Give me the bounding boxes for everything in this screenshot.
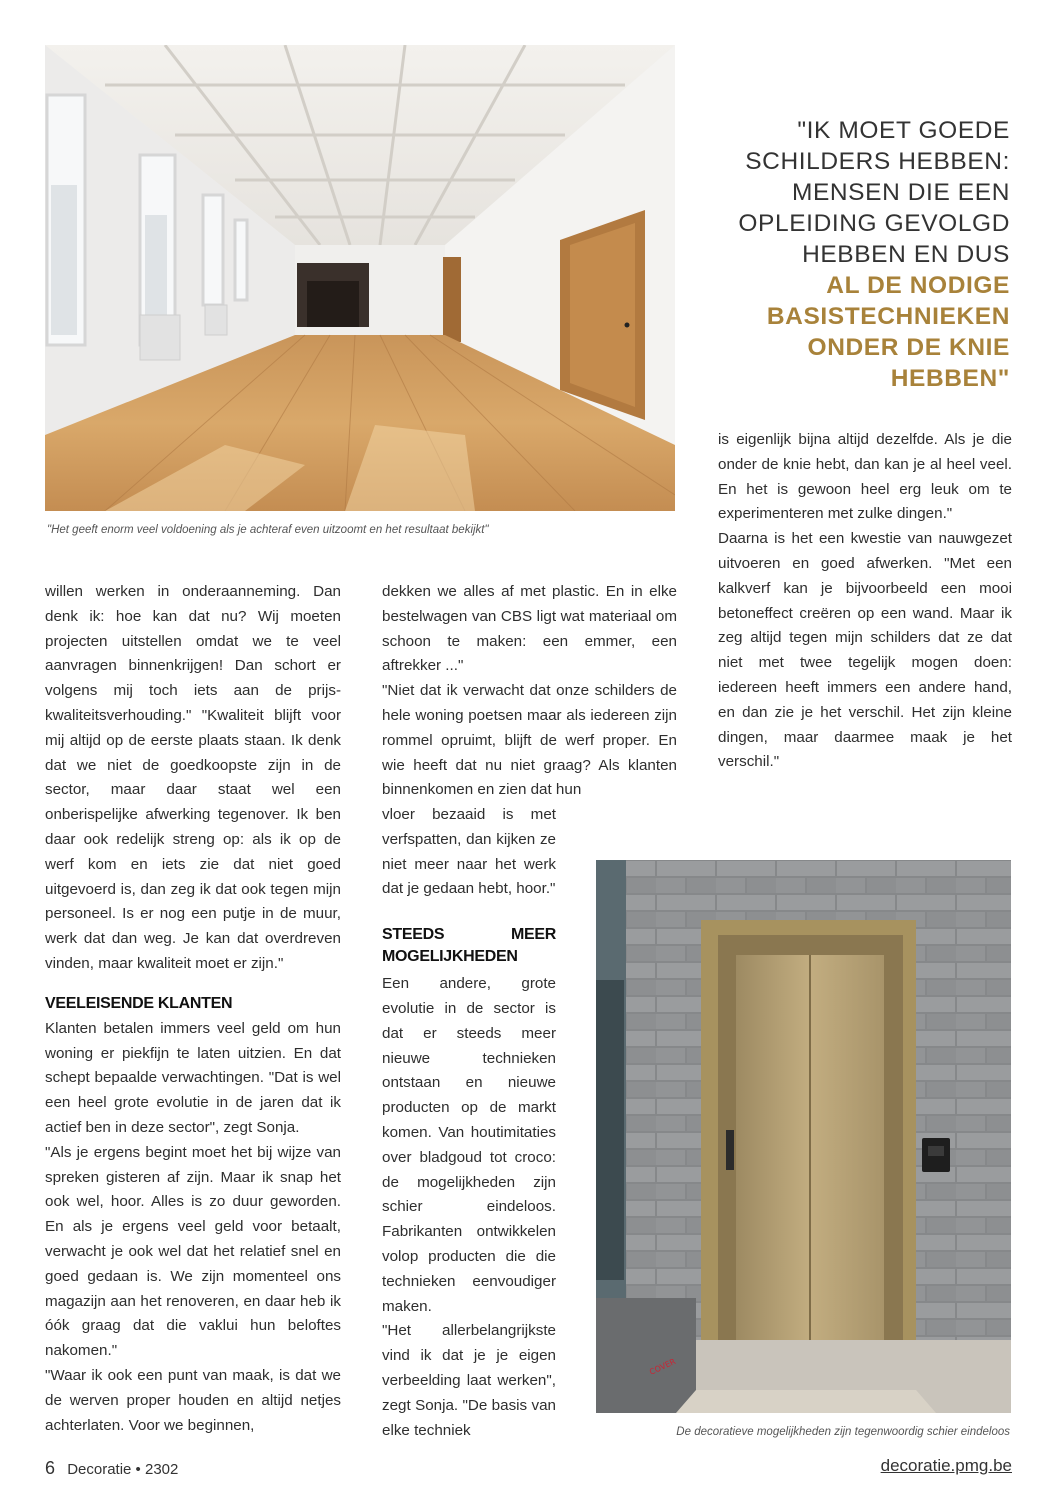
paragraph: "Het allerbelangrijkste vind ik dat je je eigen verbeelding laat werken", zegt Sonja. "De basis van elke techniek xyxy=(382,1322,556,1439)
website-link[interactable]: decoratie.pmg.be xyxy=(880,1456,1012,1475)
pull-quote-highlight-line: BASISTECHNIEKEN xyxy=(766,303,1010,330)
column-2-top xyxy=(382,580,677,803)
floor-mat-text: COVER xyxy=(648,1356,678,1377)
paragraph: willen werken in onderaanneming. Dan denk ik: hoe kan dat nu? Wij moeten projecten uitstellen omdat we te veel aanvragen binnenkrijgen! Dan schort er volgens mij toch iets aan de prijs-kwaliteitsverhouding." "Kwaliteit blijft voor mij altijd op de eerste plaats staan. Ik denk dat we niet de goedkoopste zijn in de sector, maar daar staat wel een onberispelijke afwerking tegenover. Ik ben daar ook redelijk streng op: als ik op de werf kom en iets zie dat niet goed uitgevoerd is, dan zeg ik dat ook tegen mijn personeel. Is er nog een putje in de muur, werk dat dan weg. Je kan dat overdreven vinden, maar kwaliteit moet er zijn." xyxy=(45,583,341,972)
pull-quote-highlight-line: ONDER DE KNIE xyxy=(807,334,1010,361)
paragraph: is eigenlijk bijna altijd dezelfde. Als je die onder de knie hebt, dan kan je al heel veel. En het is gewoon heel erg leuk om te experimenteren met zulke dingen." xyxy=(718,431,1012,523)
footer-left xyxy=(45,1458,178,1479)
paragraph: Een andere, grote evolutie in de sector is dat er steeds meer nieuwe technieken ontstaan en nieuwe producten op de markt komen. Van houtimitaties over bladgoud tot croco: de mogelijkheden zijn schier eindeloos. Fabrikanten ontwikkelen volop producten die die technieken eenvoudiger maken. xyxy=(382,975,556,1315)
pull-quote xyxy=(700,115,1010,394)
column-2-narrow xyxy=(382,803,556,1443)
paragraph: "Niet dat ik verwacht dat onze schilders de hele woning poetsen maar als iedereen zijn rommel opruimt, blijft de werf proper. En wie heeft dat nu niet graag? Als klanten binnenkomen en zien dat hun xyxy=(382,682,677,799)
elevator-photo-illustration xyxy=(596,860,1011,1413)
pull-quote-highlight-line: HEBBEN" xyxy=(890,365,1010,392)
page-number: 6 xyxy=(45,1458,56,1478)
paragraph: Daarna is het een kwestie van nauwgezet uitvoeren en goed afwerken. "Met een kalkverf kan je bijvoorbeeld een mooi betoneffect creëren op een wand. Maar ik zeg altijd tegen mijn schilders dat ze dat niet met twee tegelijk mogen doen: iedereen heeft immers een andere hand, en dan zie je het verschil. Het zijn kleine dingen, maar daarmee maak je het verschil." xyxy=(718,530,1012,771)
column-1 xyxy=(45,580,341,1438)
paragraph: vloer bezaaid is met verfspatten, dan kijken ze niet meer naar het werk dat je gedaan hebt, hoor." xyxy=(382,806,556,898)
pull-quote-line: "IK MOET GOEDE xyxy=(797,117,1010,144)
pull-quote-line: OPLEIDING GEVOLGD xyxy=(738,210,1010,237)
paragraph: Klanten betalen immers veel geld om hun woning er piekfijn te laten uitzien. En dat schept bepaalde verwachtingen. "Dat is wel een heel grote evolutie in de jaren dat ik actief ben in deze sector", zegt Sonja. xyxy=(45,1019,341,1136)
pull-quote-line: HEBBEN EN DUS xyxy=(802,241,1010,268)
paragraph: dekken we alles af met plastic. En in elke bestelwagen van CBS ligt wat materiaal om schoon te maken: een emmer, een aftrekker ..." xyxy=(382,583,677,675)
bottom-photo-caption: De decoratieve mogelijkheden zijn tegenwoordig schier eindeloos xyxy=(676,1426,1010,1438)
elevator-photo xyxy=(596,860,1011,1413)
subheading-steeds-meer-mogelijkheden: STEEDS MEER MOGELIJKHEDEN xyxy=(382,926,556,966)
paragraph: "Als je ergens begint moet het bij wijze van spreken gisteren af zijn. Maar ik snap het ook wel, hoor. Alles is zo duur geworden. En als je ergens veel geld voor betaalt, verwacht je ook wel dat het relatief snel en goed gedaan is. We zijn momenteel ons magazijn aan het renoveren, en daar heb ik óók graag dat die vaklui hun beloftes nakomen." xyxy=(45,1143,341,1360)
column-3 xyxy=(718,428,1012,775)
pull-quote-highlight-line: AL DE NODIGE xyxy=(826,272,1010,299)
pull-quote-line: SCHILDERS HEBBEN: xyxy=(745,148,1010,175)
room-photo xyxy=(45,45,675,511)
magazine-issue: Decoratie • 2302 xyxy=(67,1461,179,1478)
pull-quote-line: MENSEN DIE EEN xyxy=(791,179,1010,206)
subheading-veeleisende-klanten: VEELEISENDE KLANTEN xyxy=(45,994,233,1012)
paragraph: "Waar ik ook een punt van maak, is dat we de werven proper houden en altijd netjes achterlaten. Voor we beginnen, xyxy=(45,1366,341,1434)
top-photo-caption: "Het geeft enorm veel voldoening als je achteraf even uitzoomt en het resultaat bekijkt" xyxy=(47,524,489,536)
room-photo-illustration xyxy=(45,45,675,511)
